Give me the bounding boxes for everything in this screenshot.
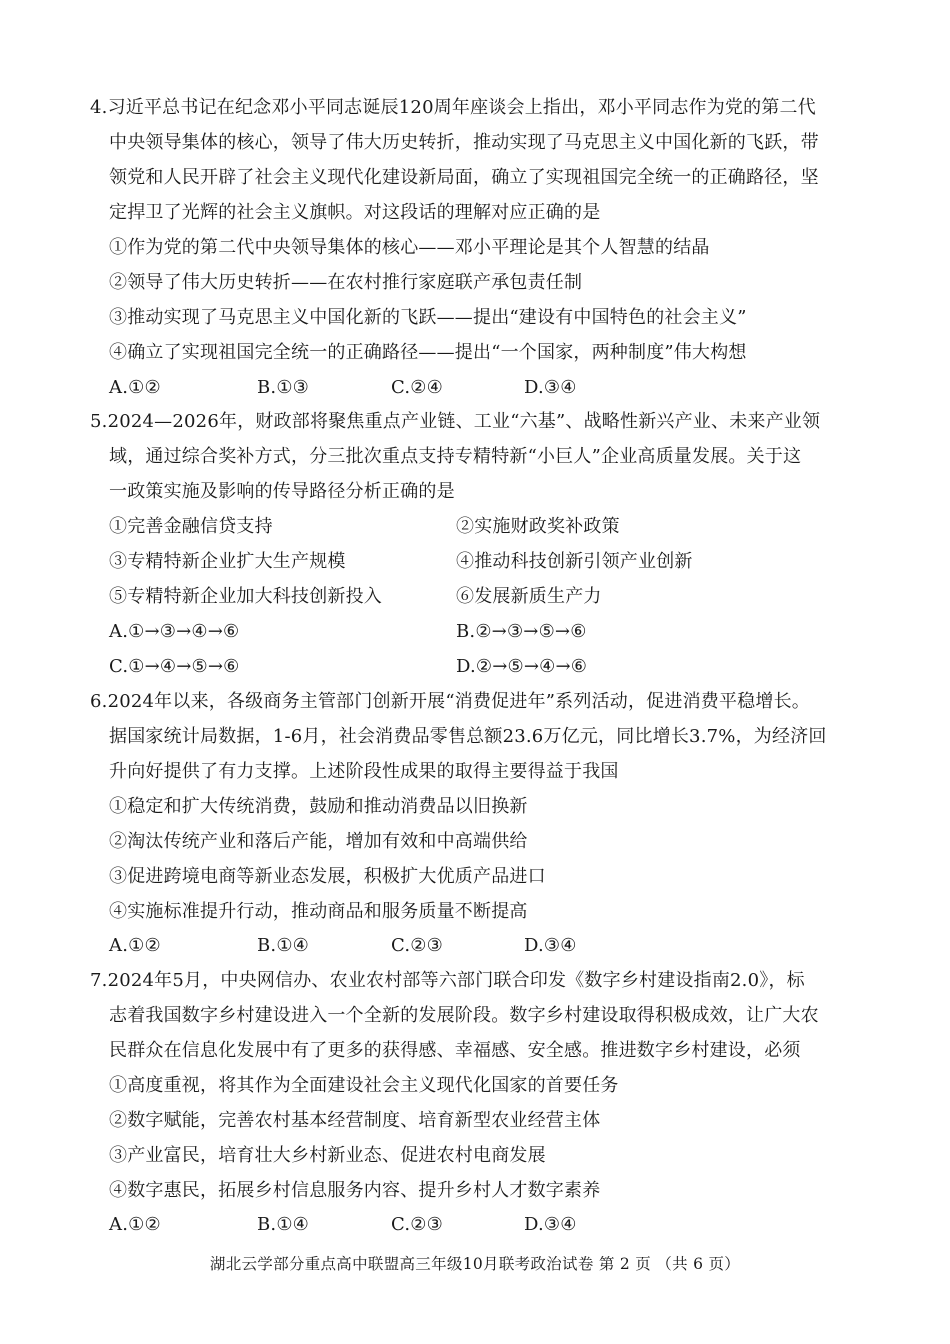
q4-option-b: B.①③ [257, 377, 310, 398]
q4-stem-line-3: 领党和人民开辟了社会主义现代化建设新局面，确立了实现祖国完全统一的正确路径，坚 [109, 167, 819, 188]
q5-statement-3: ③专精特新企业扩大生产规模 [109, 551, 346, 572]
q6-option-a: A.①② [109, 935, 161, 956]
q5-stem-line-1: 5.2024—2026年，财政部将聚焦重点产业链、工业“六基”、战略性新兴产业、未来产业领 [90, 411, 821, 432]
q7-statement-3: ③产业富民，培育壮大乡村新业态、促进农村电商发展 [109, 1145, 546, 1166]
q5-statement-5: ⑤专精特新企业加大科技创新投入 [109, 586, 382, 607]
q4-stem-line-4: 定捍卫了光辉的社会主义旗帜。对这段话的理解对应正确的是 [109, 202, 601, 223]
q7-option-d: D.③④ [524, 1214, 577, 1235]
q6-option-b: B.①④ [257, 935, 310, 956]
q6-stem-line-1: 6.2024年以来，各级商务主管部门创新开展“消费促进年”系列活动，促进消费平稳增长。 [90, 691, 810, 712]
q5-statement-1: ①完善金融信贷支持 [109, 516, 273, 537]
q7-option-c: C.②③ [391, 1214, 443, 1235]
q6-statement-4: ④实施标准提升行动，推动商品和服务质量不断提高 [109, 901, 528, 922]
q5-statement-4: ④推动科技创新引领产业创新 [456, 551, 693, 572]
q6-stem-line-2: 据国家统计局数据，1-6月，社会消费品零售总额23.6万亿元，同比增长3.7%，为经济回 [109, 726, 827, 747]
q4-option-d: D.③④ [524, 377, 577, 398]
q5-option-d: D.②→⑤→④→⑥ [456, 656, 588, 677]
q6-stem-line-3: 升向好提供了有力支撑。上述阶段性成果的取得主要得益于我国 [109, 761, 619, 782]
q4-statement-4: ④确立了实现祖国完全统一的正确路径——提出“一个国家，两种制度”伟大构想 [109, 342, 747, 363]
q6-statement-3: ③促进跨境电商等新业态发展，积极扩大优质产品进口 [109, 866, 546, 887]
q7-stem-line-3: 民群众在信息化发展中有了更多的获得感、幸福感、安全感。推进数字乡村建设，必须 [109, 1040, 801, 1061]
q7-stem-line-1: 7.2024年5月，中央网信办、农业农村部等六部门联合印发《数字乡村建设指南2.0》，标 [90, 970, 805, 991]
q7-statement-1: ①高度重视，将其作为全面建设社会主义现代化国家的首要任务 [109, 1075, 619, 1096]
q4-statement-1: ①作为党的第二代中央领导集体的核心——邓小平理论是其个人智慧的结晶 [109, 237, 710, 258]
q4-statement-3: ③推动实现了马克思主义中国化新的飞跃——提出“建设有中国特色的社会主义” [109, 307, 747, 328]
q5-option-c: C.①→④→⑤→⑥ [109, 656, 240, 677]
q4-statement-2: ②领导了伟大历史转折——在农村推行家庭联产承包责任制 [109, 272, 583, 293]
page-footer: 湖北云学部分重点高中联盟高三年级10月联考政治试卷 第 2 页 （共 6 页） [209, 1255, 741, 1273]
q5-stem-line-3: 一政策实施及影响的传导路径分析正确的是 [109, 481, 455, 502]
q7-stem-line-2: 志着我国数字乡村建设进入一个全新的发展阶段。数字乡村建设取得积极成效，让广大农 [109, 1005, 819, 1026]
q7-option-a: A.①② [109, 1214, 161, 1235]
q7-option-b: B.①④ [257, 1214, 310, 1235]
q4-stem-line-1: 4.习近平总书记在纪念邓小平同志诞辰120周年座谈会上指出，邓小平同志作为党的第二代 [90, 97, 816, 118]
q5-stem-line-2: 域，通过综合奖补方式，分三批次重点支持专精特新“小巨人”企业高质量发展。关于这 [109, 446, 802, 467]
q4-stem-line-2: 中央领导集体的核心，领导了伟大历史转折，推动实现了马克思主义中国化新的飞跃，带 [109, 132, 819, 153]
q7-statement-2: ②数字赋能，完善农村基本经营制度、培育新型农业经营主体 [109, 1110, 601, 1131]
q6-statement-1: ①稳定和扩大传统消费，鼓励和推动消费品以旧换新 [109, 796, 528, 817]
q7-statement-4: ④数字惠民，拓展乡村信息服务内容、提升乡村人才数字素养 [109, 1180, 601, 1201]
q4-option-c: C.②④ [391, 377, 443, 398]
q6-option-c: C.②③ [391, 935, 443, 956]
q5-option-b: B.②→③→⑤→⑥ [456, 621, 587, 642]
q6-statement-2: ②淘汰传统产业和落后产能，增加有效和中高端供给 [109, 831, 528, 852]
q5-option-a: A.①→③→④→⑥ [109, 621, 240, 642]
q5-statement-2: ②实施财政奖补政策 [456, 516, 620, 537]
q4-option-a: A.①② [109, 377, 161, 398]
q5-statement-6: ⑥发展新质生产力 [456, 586, 602, 607]
q6-option-d: D.③④ [524, 935, 577, 956]
